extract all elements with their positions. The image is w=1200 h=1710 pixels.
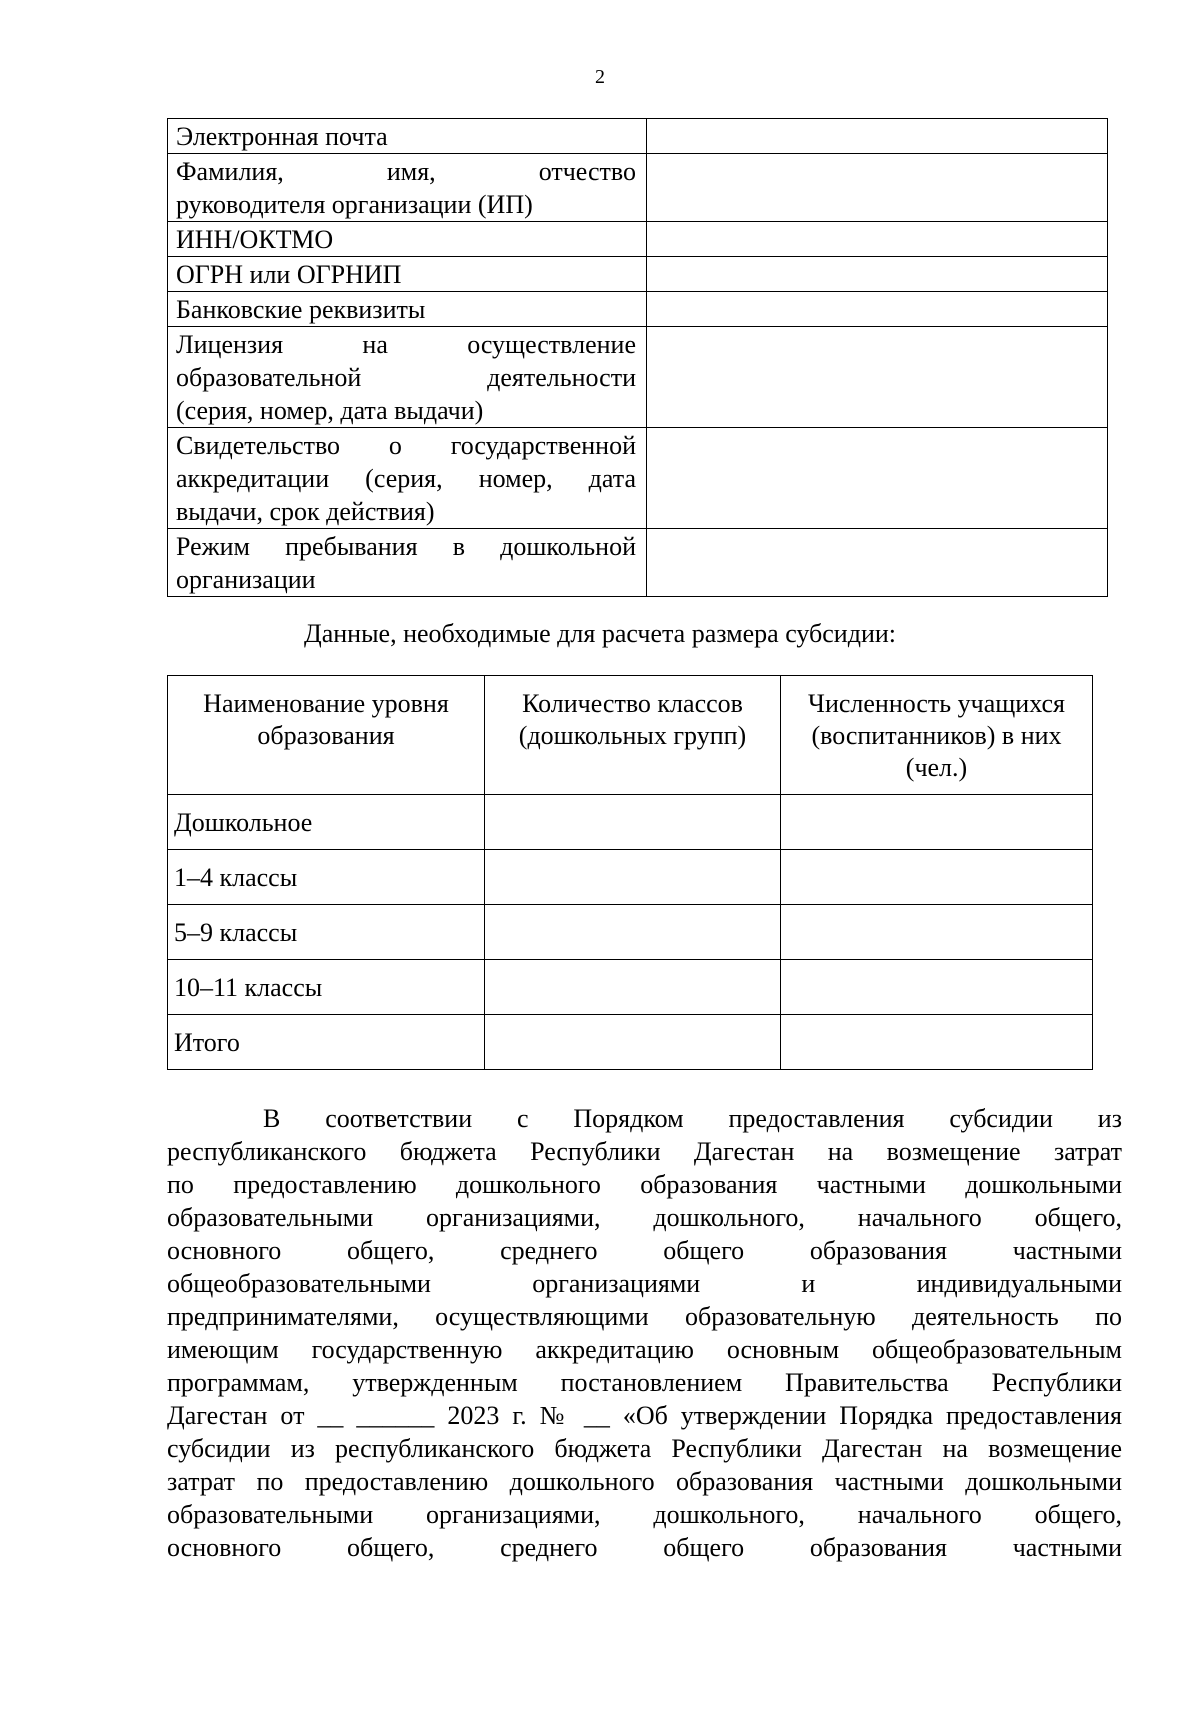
info-value-cell[interactable] (647, 529, 1108, 597)
info-row (168, 529, 1108, 597)
body-line (167, 1102, 1122, 1135)
info-value-cell[interactable] (647, 257, 1108, 292)
body-line-text: образовательными организациями, дошкольного, начального общего, (167, 1203, 1122, 1232)
student-count-cell[interactable] (781, 795, 1093, 850)
column-header-line: (воспитанников) в них (811, 721, 1062, 750)
column-header-line: (дошкольных групп) (518, 721, 747, 750)
body-line-text: основного общего, среднего общего образования частными (167, 1533, 1122, 1562)
info-value-cell[interactable] (647, 154, 1108, 222)
body-line (167, 1531, 1122, 1564)
column-header (781, 676, 1093, 795)
info-row (168, 154, 1108, 222)
info-value-cell[interactable] (647, 119, 1108, 154)
body-line (167, 1201, 1122, 1234)
info-row (168, 222, 1108, 257)
class-count-cell[interactable] (485, 960, 781, 1015)
info-label-line: (серия, номер, дата выдачи) (176, 396, 484, 425)
body-line-text: основного общего, среднего общего образования частными (167, 1236, 1122, 1265)
body-line (167, 1432, 1122, 1465)
info-row (168, 327, 1108, 428)
body-paragraph (167, 1102, 1122, 1564)
info-label (168, 119, 647, 154)
info-row (168, 428, 1108, 529)
education-level-label: Итого (168, 1015, 485, 1070)
info-label-line: Банковские реквизиты (176, 295, 426, 324)
table-row (168, 850, 1093, 905)
class-count-cell[interactable] (485, 795, 781, 850)
student-count-cell[interactable] (781, 850, 1093, 905)
table-row (168, 1015, 1093, 1070)
student-count-cell[interactable] (781, 905, 1093, 960)
body-line-text: образовательными организациями, дошкольного, начального общего, (167, 1500, 1122, 1529)
info-label-line: Лицензия на осуществление (176, 330, 636, 359)
info-label (168, 327, 647, 428)
info-label-line: Свидетельство о государственной (176, 431, 636, 460)
education-level-label: Дошкольное (168, 795, 485, 850)
applicant-info-table (167, 118, 1108, 597)
info-label (168, 222, 647, 257)
column-header (168, 676, 485, 795)
body-line (167, 1333, 1122, 1366)
info-row (168, 292, 1108, 327)
info-value-cell[interactable] (647, 222, 1108, 257)
info-value-cell[interactable] (647, 292, 1108, 327)
body-line (167, 1267, 1122, 1300)
table-row (168, 905, 1093, 960)
student-count-cell[interactable] (781, 960, 1093, 1015)
column-header-line: Наименование уровня (203, 689, 449, 718)
page-number: 2 (595, 66, 605, 88)
column-header-line: (чел.) (905, 753, 968, 782)
body-line (167, 1366, 1122, 1399)
body-line (167, 1465, 1122, 1498)
column-header (485, 676, 781, 795)
table-row (168, 795, 1093, 850)
data-table-header-row (168, 676, 1093, 795)
info-label-line: организации (176, 565, 316, 594)
body-line-text: по предоставлению дошкольного образования частными дошкольными (167, 1170, 1122, 1199)
info-label-line: выдачи, срок действия) (176, 497, 435, 526)
info-label (168, 154, 647, 222)
table-row (168, 960, 1093, 1015)
info-label-line: Режим пребывания в дошкольной (176, 532, 636, 561)
info-value-cell[interactable] (647, 428, 1108, 529)
info-label-line: ИНН/ОКТМО (176, 225, 334, 254)
body-line (167, 1135, 1122, 1168)
body-line-text: затрат по предоставлению дошкольного образования частными дошкольными (167, 1467, 1122, 1496)
body-line-text: программам, утвержденным постановлением Правительства Республики (167, 1368, 1122, 1397)
info-label (168, 292, 647, 327)
column-header-line: образования (257, 721, 395, 750)
body-line (167, 1399, 1122, 1432)
info-label (168, 428, 647, 529)
info-value-cell[interactable] (647, 327, 1108, 428)
info-label-line: аккредитации (серия, номер, дата (176, 464, 636, 493)
body-line-text: общеобразовательными организациями и индивидуальными (167, 1269, 1122, 1298)
body-line-text: субсидии из республиканского бюджета Республики Дагестан на возмещение (167, 1434, 1122, 1463)
education-level-label: 10–11 классы (168, 960, 485, 1015)
column-header-line: Численность учащихся (808, 689, 1065, 718)
info-label-line: Фамилия, имя, отчество (176, 157, 636, 186)
subsidy-data-table (167, 675, 1093, 1070)
body-line (167, 1300, 1122, 1333)
info-label-line: руководителя организации (ИП) (176, 190, 533, 219)
table-caption: Данные, необходимые для расчета размера субсидии: (303, 619, 897, 648)
column-header-line: Количество классов (522, 689, 743, 718)
info-label (168, 529, 647, 597)
body-line (167, 1498, 1122, 1531)
body-line (167, 1168, 1122, 1201)
info-label-line: ОГРН или ОГРНИП (176, 260, 402, 289)
info-label-line: Электронная почта (176, 122, 388, 151)
info-label (168, 257, 647, 292)
education-level-label: 5–9 классы (168, 905, 485, 960)
body-line-text: имеющим государственную аккредитацию основным общеобразовательным (167, 1335, 1122, 1364)
info-label-line: образовательной деятельности (176, 363, 636, 392)
info-row (168, 119, 1108, 154)
class-count-cell[interactable] (485, 1015, 781, 1070)
class-count-cell[interactable] (485, 850, 781, 905)
body-line-text: предпринимателями, осуществляющими образовательную деятельность по (167, 1302, 1122, 1331)
student-count-cell[interactable] (781, 1015, 1093, 1070)
body-line-text: В соответствии с Порядком предоставления субсидии из (263, 1104, 1122, 1133)
education-level-label: 1–4 классы (168, 850, 485, 905)
body-line (167, 1234, 1122, 1267)
body-line-text: республиканского бюджета Республики Дагестан на возмещение затрат (167, 1137, 1122, 1166)
body-line-text: Дагестан от __ ______ 2023 г. № __ «Об утверждении Порядка предоставления (167, 1401, 1122, 1430)
class-count-cell[interactable] (485, 905, 781, 960)
info-row (168, 257, 1108, 292)
